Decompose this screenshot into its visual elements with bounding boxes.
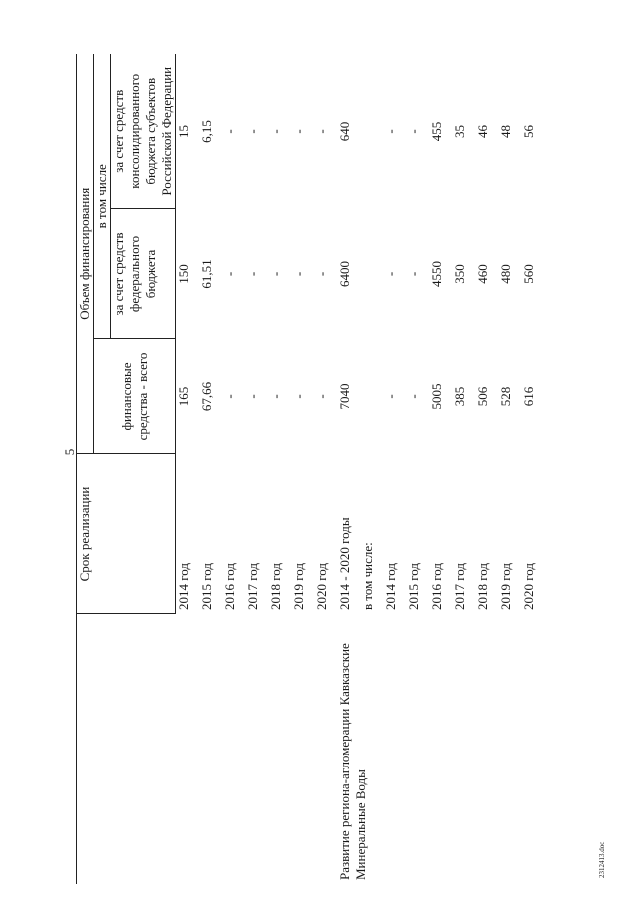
regional-cell: 640 <box>337 121 352 142</box>
federal-cell: - <box>383 271 398 277</box>
table-row <box>475 54 498 884</box>
regional-cell: - <box>222 129 237 134</box>
table-row <box>498 54 521 884</box>
total-cell: 165 <box>176 386 191 407</box>
total-column-header: финансовые средства - всего <box>94 339 176 454</box>
federal-cell: - <box>406 271 421 277</box>
federal-cell: 4550 <box>429 261 444 287</box>
year-cell: 2018 год <box>268 563 283 610</box>
regional-cell: 15 <box>176 125 191 138</box>
table-row <box>291 54 314 884</box>
name-column-header <box>77 614 176 884</box>
document-code: 2312413.doc <box>598 841 606 878</box>
including-label: в том числе: <box>360 542 375 610</box>
section-name: Развитие региона-агломерации Кавказские Минеральные Воды <box>337 643 368 880</box>
regional-cell: - <box>268 129 283 134</box>
regional-cell: - <box>291 129 306 134</box>
table-row <box>521 54 544 884</box>
federal-cell: 61,51 <box>199 259 214 289</box>
federal-cell: 6400 <box>337 261 352 287</box>
total-cell: - <box>291 394 306 399</box>
page-number: 5 <box>62 448 77 456</box>
regional-cell: 48 <box>498 125 513 138</box>
total-cell: - <box>222 394 237 399</box>
regional-cell: 6,15 <box>199 120 214 143</box>
regional-cell: 56 <box>521 125 536 138</box>
total-cell: - <box>383 394 398 399</box>
volume-header: Объем финансирования <box>77 54 94 454</box>
year-cell: 2015 год <box>406 563 421 610</box>
year-cell: 2014 год <box>176 563 191 610</box>
financing-table-rotated <box>76 54 606 884</box>
regional-cell: - <box>406 129 421 134</box>
regional-cell: - <box>245 129 260 134</box>
term-column-header: Срок реализации <box>77 454 176 614</box>
financing-table <box>76 54 544 884</box>
federal-cell: - <box>268 271 283 277</box>
regional-cell: 35 <box>452 125 467 138</box>
regional-column-header: за счет средств консолидированного бюджета субъектов Российской Федерации <box>111 54 176 209</box>
table-row <box>245 54 268 884</box>
table-row <box>222 54 245 884</box>
regional-cell: - <box>314 129 329 134</box>
total-cell: 385 <box>452 386 467 407</box>
total-cell: 5005 <box>429 383 444 410</box>
federal-cell: - <box>245 271 260 277</box>
year-cell: 2016 год <box>222 563 237 610</box>
total-cell: - <box>314 394 329 399</box>
year-cell: 2016 год <box>429 563 444 610</box>
table-row <box>268 54 291 884</box>
federal-cell: 460 <box>475 264 490 284</box>
table-row <box>429 54 452 884</box>
regional-cell: - <box>383 129 398 134</box>
federal-cell: 150 <box>176 264 191 284</box>
federal-cell: 480 <box>498 264 513 284</box>
year-cell: 2020 год <box>314 563 329 610</box>
federal-cell: - <box>222 271 237 277</box>
federal-cell: - <box>314 271 329 277</box>
including-header: в том числе <box>94 54 111 339</box>
total-cell: - <box>268 394 283 399</box>
total-cell: 67,66 <box>199 381 214 412</box>
federal-column-header: за счет средств федерального бюджета <box>111 209 176 339</box>
regional-cell: 455 <box>429 121 444 142</box>
table-row <box>199 54 222 884</box>
federal-cell: 560 <box>521 264 536 284</box>
year-cell: 2017 год <box>452 563 467 610</box>
table-row <box>383 54 406 884</box>
federal-cell: 350 <box>452 264 467 284</box>
total-cell: 7040 <box>337 383 352 410</box>
section-summary-row <box>337 54 360 884</box>
total-cell: 528 <box>498 386 513 407</box>
regional-cell: 46 <box>475 125 490 138</box>
table-row <box>176 54 200 884</box>
year-cell: 2015 год <box>199 563 214 610</box>
year-cell: 2018 год <box>475 563 490 610</box>
year-cell: 2014 год <box>383 563 398 610</box>
table-row <box>314 54 337 884</box>
total-cell: - <box>406 394 421 399</box>
year-cell: 2019 год <box>498 563 513 610</box>
total-cell: 616 <box>521 386 536 407</box>
federal-cell: - <box>291 271 306 277</box>
year-cell: 2017 год <box>245 563 260 610</box>
year-cell: 2019 год <box>291 563 306 610</box>
table-row <box>452 54 475 884</box>
period-cell: 2014 - 2020 годы <box>337 517 352 610</box>
table-row <box>406 54 429 884</box>
total-cell: 506 <box>475 386 490 407</box>
year-cell: 2020 год <box>521 563 536 610</box>
total-cell: - <box>245 394 260 399</box>
